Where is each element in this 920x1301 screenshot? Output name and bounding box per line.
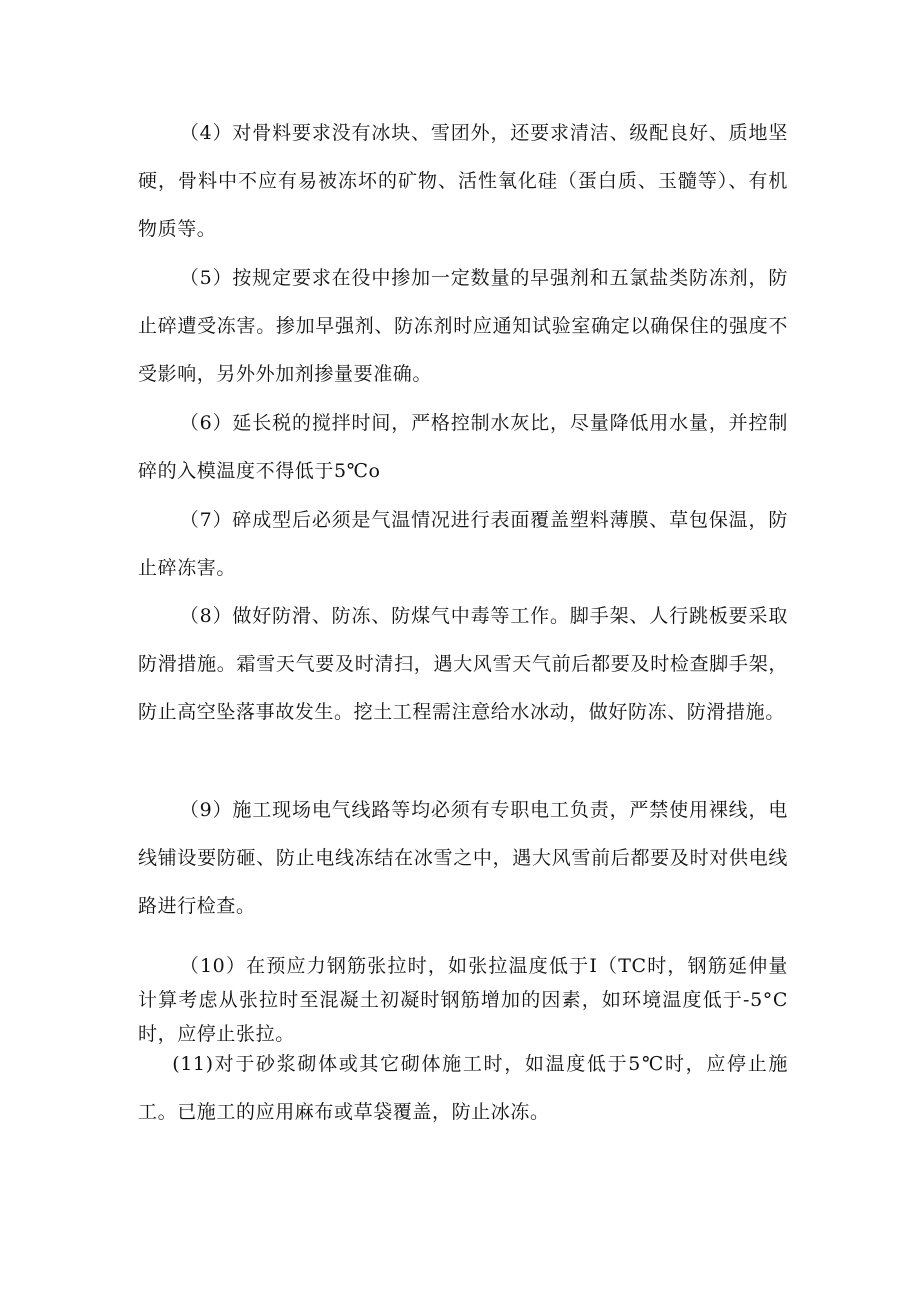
paragraph-item-6: （6）延长税的搅拌时间，严格控制水灰比，尽量降低用水量，并控制碎的入模温度不得低于5℃o xyxy=(138,412,788,482)
paragraph-item-11: (11)对于砂浆砌体或其它砌体施工时，如温度低于5℃时，应停止施工。已施工的应用麻布或草袋覆盖，防止冰冻。 xyxy=(138,1053,788,1123)
paragraph-item-7: （7）碎成型后必须是气温情况进行表面覆盖塑料薄膜、草包保温，防止碎冻害。 xyxy=(138,509,788,579)
paragraph-item-8: （8）做好防滑、防冻、防煤气中毒等工作。脚手架、人行跳板要采取防滑措施。霜雪天气要及时清扫，遇大风雪天气前后都要及时检查脚手架，防止高空坠落事故发生。挖土工程需注意给水冰动，做好防冻、防滑措施。 xyxy=(138,605,788,723)
paragraph-item-10: （10）在预应力钢筋张拉时，如张拉温度低于I（TC时，钢筋延伸量计算考虑从张拉时至混凝土初凝时钢筋增加的因素，如环境温度低于-5°C时，应停止张拉。 xyxy=(138,955,788,1045)
paragraph-item-9: （9）施工现场电气线路等均必须有专职电工负责，严禁使用裸线，电线铺设要防砸、防止电线冻结在冰雪之中，遇大风雪前后都要及时对供电线路进行检查。 xyxy=(138,799,788,917)
paragraph-item-5: （5）按规定要求在役中掺加一定数量的早强剂和五氯盐类防冻剂，防止碎遭受冻害。掺加早强剂、防冻剂时应通知试验室确定以确保住的强度不受影响，另外外加剂掺量要准确。 xyxy=(138,267,788,385)
paragraph-item-4: （4）对骨料要求没有冰块、雪团外，还要求清洁、级配良好、质地坚硬，骨料中不应有易被冻坏的矿物、活性氧化硅（蛋白质、玉髓等）、有机物质等。 xyxy=(138,122,788,240)
